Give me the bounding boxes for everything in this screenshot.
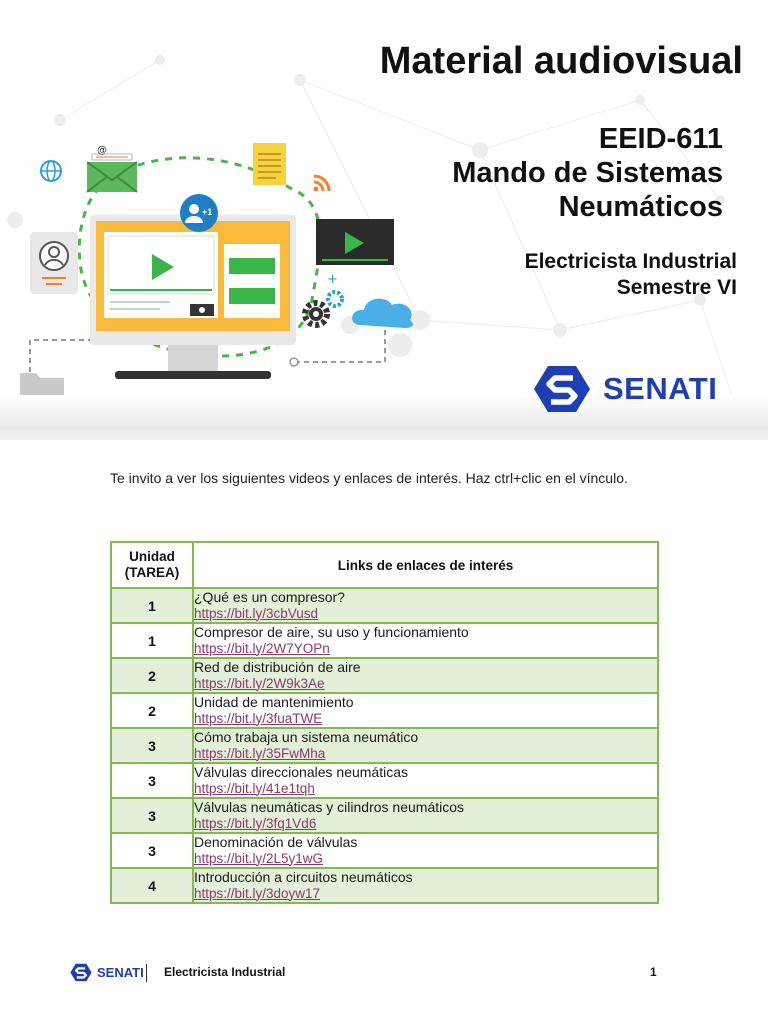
topic-cell	[193, 693, 658, 728]
at-symbol: @	[97, 145, 107, 156]
svg-text:+: +	[327, 272, 338, 287]
topic-cell	[193, 588, 658, 623]
topic-link[interactable]: https://bit.ly/2W9k3Ae	[194, 675, 325, 691]
page-title: Material audiovisual	[379, 40, 743, 82]
column-header-unit-line1: Unidad	[129, 549, 175, 564]
column-header-unit	[111, 542, 193, 588]
page-footer	[0, 955, 768, 987]
unit-cell: 3	[111, 798, 193, 833]
topic-cell	[193, 658, 658, 693]
table-row	[111, 588, 658, 623]
unit-cell: 2	[111, 693, 193, 728]
topic-link[interactable]: https://bit.ly/3doyw17	[194, 885, 321, 901]
topic-link[interactable]: https://bit.ly/2L5y1wG	[194, 850, 324, 866]
senati-logo-icon	[533, 364, 591, 414]
column-header-links: Links de enlaces de interés	[193, 542, 658, 588]
topic-link[interactable]: https://bit.ly/41e1tqh	[194, 780, 315, 796]
topic-title: Compresor de aire, su uso y funcionamiento	[194, 624, 469, 640]
table-row	[111, 728, 658, 763]
table-row	[111, 798, 658, 833]
table-row	[111, 868, 658, 903]
course-name-line2: Neumáticos	[558, 191, 723, 223]
table-row	[111, 833, 658, 868]
footer-title: Electricista Industrial	[164, 965, 286, 979]
topic-cell	[193, 833, 658, 868]
course-name-line1: Mando de Sistemas	[452, 157, 723, 189]
topic-link[interactable]: https://bit.ly/3fuaTWE	[194, 710, 323, 726]
topic-link[interactable]: https://bit.ly/3cbVusd	[194, 605, 319, 621]
topic-cell	[193, 798, 658, 833]
unit-cell: 4	[111, 868, 193, 903]
table-row	[111, 763, 658, 798]
topic-title: Unidad de mantenimiento	[194, 694, 354, 710]
table-row	[111, 693, 658, 728]
topic-title: Cómo trabaja un sistema neumático	[194, 729, 419, 745]
topic-title: Introducción a circuitos neumáticos	[194, 869, 413, 885]
footer-logo-text: SENATI	[97, 965, 144, 980]
topic-link[interactable]: https://bit.ly/35FwMha	[194, 745, 326, 761]
unit-cell: 2	[111, 658, 193, 693]
topic-title: Denominación de válvulas	[194, 834, 358, 850]
program-block	[525, 249, 737, 301]
topic-cell	[193, 623, 658, 658]
unit-cell: 3	[111, 833, 193, 868]
topic-cell	[193, 868, 658, 903]
table-row	[111, 658, 658, 693]
table-row	[111, 623, 658, 658]
page-number: 1	[650, 965, 657, 979]
unit-cell: 1	[111, 623, 193, 658]
footer-logo	[70, 963, 144, 982]
topic-cell	[193, 728, 658, 763]
unit-cell: 3	[111, 763, 193, 798]
footer-divider	[146, 964, 147, 982]
cover-banner	[0, 0, 768, 440]
footer-logo-icon	[70, 963, 92, 982]
topic-title: Válvulas neumáticas y cilindros neumáticos	[194, 799, 465, 815]
senati-logo-text: SENATI	[603, 371, 718, 406]
senati-logo	[533, 364, 717, 414]
links-table	[110, 541, 659, 904]
topic-title: Válvulas direccionales neumáticas	[194, 764, 408, 780]
course-block	[452, 122, 723, 224]
unit-cell: 3	[111, 728, 193, 763]
semester: Semestre VI	[616, 276, 737, 299]
topic-title: Red de distribución de aire	[194, 659, 361, 675]
table-header-row	[111, 542, 658, 588]
topic-link[interactable]: https://bit.ly/2W7YOPn	[194, 640, 330, 656]
topic-cell	[193, 763, 658, 798]
program-name: Electricista Industrial	[524, 250, 737, 273]
intro-text: Te invito a ver los siguientes videos y enlaces de interés. Haz ctrl+clic en el vínculo.	[110, 470, 628, 486]
topic-link[interactable]: https://bit.ly/3fq1Vd6	[194, 815, 317, 831]
unit-cell: 1	[111, 588, 193, 623]
add-user-badge-text: +1	[202, 207, 213, 217]
column-header-unit-line2: (TAREA)	[124, 565, 180, 580]
course-code: EEID-611	[598, 123, 723, 155]
topic-title: ¿Qué es un compresor?	[194, 589, 345, 605]
